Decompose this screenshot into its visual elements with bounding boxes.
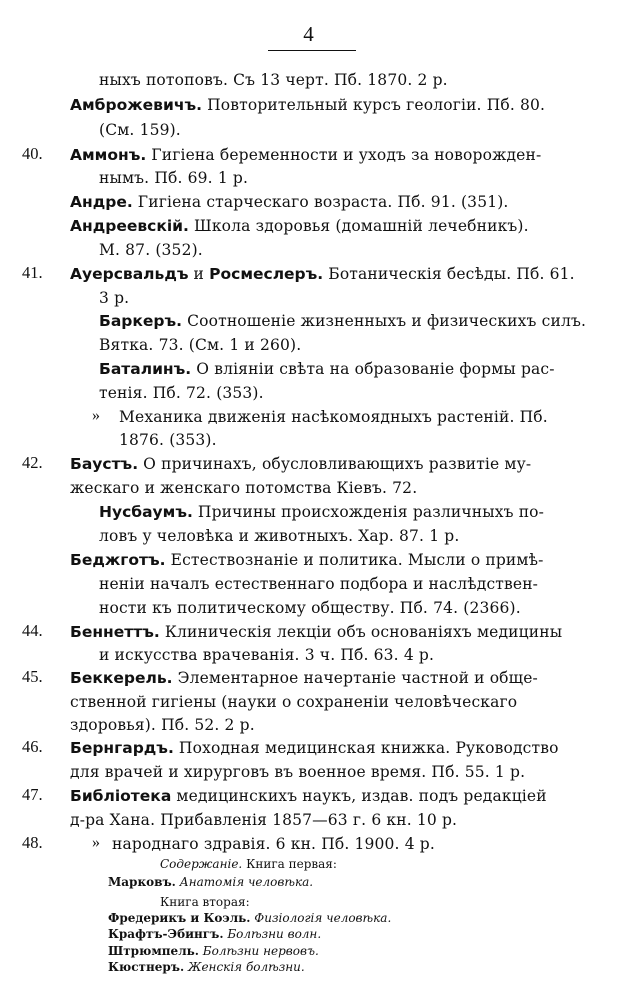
- entry-line: и искусства врачеванiя. 3 ч. Пб. 63. 4 р.: [99, 646, 435, 664]
- entry-line: 3 р.: [99, 289, 130, 307]
- entry-line: Вятка. 73. (См. 1 и 260).: [99, 336, 302, 354]
- ditto-mark: »: [92, 407, 100, 424]
- entry-number: 46.: [22, 737, 43, 756]
- header-rule: [268, 50, 356, 51]
- author-name: Баркеръ.: [99, 312, 183, 330]
- entry-line: д-ра Хана. Прибавленiя 1857—63 г. 6 кн. 10 р.: [70, 811, 458, 829]
- ditto-mark: »: [92, 834, 100, 851]
- author-name: Андреевскiй.: [70, 217, 189, 235]
- author-name: Ауерсвальдъ: [70, 265, 189, 283]
- entry-line: Аммонъ. Гигiена беременности и уходъ за новорожден-: [70, 146, 542, 164]
- author-name: Аммонъ.: [70, 146, 147, 164]
- entry-number: 41.: [22, 263, 43, 282]
- entry-number: 45.: [22, 667, 43, 686]
- entry-line: Андре. Гигiена старческаго возраста. Пб. 91. (351).: [70, 193, 509, 211]
- page-number: 4: [303, 22, 314, 46]
- author-name: Бернгардъ.: [70, 739, 174, 757]
- author-name: Беннеттъ.: [70, 623, 160, 641]
- author-name: Беджготъ.: [70, 551, 166, 569]
- author-name: Библiотека: [70, 787, 172, 805]
- entry-line: Андреевскiй. Школа здоровья (домашнiй лечебникъ).: [70, 217, 529, 235]
- entry-line: ненiи началъ естественнаго подбора и наслѣдствен-: [99, 575, 539, 593]
- contents-item: Фредерикъ и Коэль. Физiологiя человѣка.: [108, 911, 392, 925]
- entry-line: Беджготъ. Естествознанiе и политика. Мысли о примѣ-: [70, 551, 544, 569]
- contents-subheading: Книга вторая:: [160, 895, 250, 909]
- entry-line: ственной гигiены (науки о сохраненiи человѣческаго: [70, 693, 518, 711]
- entry-line: Ауерсвальдъ и Росмеслеръ. Ботаническiя бесѣды. Пб. 61.: [70, 265, 575, 283]
- entry-line: ности къ политическому обществу. Пб. 74. (2366).: [99, 599, 521, 617]
- entry-line: для врачей и хирурговъ въ военное время. Пб. 55. 1 р.: [70, 763, 526, 781]
- author-name: Беккерель.: [70, 669, 173, 687]
- entry-line: Баркеръ. Соотношенiе жизненныхъ и физическихъ силъ.: [99, 312, 587, 330]
- entry-number: 40.: [22, 144, 43, 163]
- contents-item: Штрюмпель. Болѣзни нервовъ.: [108, 944, 319, 958]
- entry-line: (См. 159).: [99, 121, 181, 139]
- author-name: Андре.: [70, 193, 133, 211]
- entry-line: Беккерель. Элементарное начертанiе частной и обще-: [70, 669, 538, 687]
- entry-line: жескаго и женскаго потомства Кiевъ. 72.: [70, 479, 418, 497]
- entry-number: 47.: [22, 785, 43, 804]
- entry-line: М. 87. (352).: [99, 241, 203, 259]
- entry-line: Баустъ. О причинахъ, обусловливающихъ развитiе му-: [70, 455, 532, 473]
- entry-line: тенiя. Пб. 72. (353).: [99, 384, 264, 402]
- contents-heading: Содержанiе. Книга первая:: [160, 857, 337, 871]
- entry-line: народнаго здравiя. 6 кн. Пб. 1900. 4 р.: [112, 835, 435, 853]
- contents-item: Кюстнеръ. Женскiя болѣзни.: [108, 960, 305, 974]
- entry-line: Беннеттъ. Клиническiя лекцiи объ основанiяхъ медицины: [70, 623, 563, 641]
- author-name: Баталинъ.: [99, 360, 192, 378]
- entry-line: Механика движенiя насѣкомоядныхъ растенiй. Пб.: [119, 408, 548, 426]
- entry-line: Библiотека медицинскихъ наукъ, издав. подъ редакцiей: [70, 787, 547, 805]
- entry-line: Нусбаумъ. Причины происхожденiя различныхъ по-: [99, 503, 545, 521]
- entry-line: здоровья). Пб. 52. 2 р.: [70, 716, 255, 734]
- entry-line: нымъ. Пб. 69. 1 р.: [99, 169, 249, 187]
- entry-number: 48.: [22, 833, 43, 852]
- entry-line: ныхъ потоповъ. Съ 13 черт. Пб. 1870. 2 р.: [99, 71, 448, 89]
- author-name: Нусбаумъ.: [99, 503, 193, 521]
- entry-line: Амброжевичъ. Повторительный курсъ геологiи. Пб. 80.: [70, 96, 546, 114]
- contents-item: Крафтъ-Эбингъ. Болѣзни волн.: [108, 927, 322, 941]
- entry-number: 42.: [22, 453, 43, 472]
- entry-line: Баталинъ. О влiянiи свѣта на образованiе формы рас-: [99, 360, 555, 378]
- entry-line: ловъ у человѣка и животныхъ. Хар. 87. 1 р.: [99, 527, 460, 545]
- author-name: Баустъ.: [70, 455, 139, 473]
- entry-line: Бернгардъ. Походная медицинская книжка. Руководство: [70, 739, 559, 757]
- author-name: Амброжевичъ.: [70, 96, 203, 114]
- entry-number: 44.: [22, 621, 43, 640]
- entry-line: 1876. (353).: [119, 431, 217, 449]
- contents-item: Марковъ. Анатомiя человѣка.: [108, 875, 314, 889]
- author-name: Росмеслеръ.: [209, 265, 324, 283]
